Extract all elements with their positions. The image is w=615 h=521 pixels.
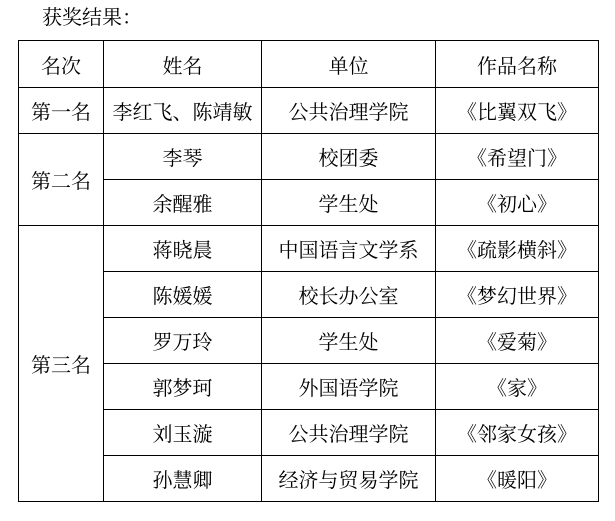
work-cell: 《比翼双飞》 [436, 88, 599, 134]
page-heading: 获奖结果： [42, 5, 142, 29]
work-cell: 《家》 [436, 364, 599, 410]
unit-cell: 公共治理学院 [262, 88, 436, 134]
unit-cell: 中国语言文学系 [262, 226, 436, 272]
header-unit: 单位 [262, 41, 436, 88]
header-name: 姓名 [104, 41, 262, 88]
unit-cell: 学生处 [262, 180, 436, 226]
work-cell: 《疏影横斜》 [436, 226, 599, 272]
name-cell: 郭梦珂 [104, 364, 262, 410]
name-cell: 陈媛媛 [104, 272, 262, 318]
rank-cell: 第一名 [19, 88, 104, 134]
work-cell: 《邻家女孩》 [436, 410, 599, 456]
unit-cell: 经济与贸易学院 [262, 456, 436, 502]
table-row [19, 272, 599, 318]
table-header-row [19, 41, 599, 88]
unit-cell: 外国语学院 [262, 364, 436, 410]
rank-cell: 第三名 [19, 226, 104, 502]
name-cell: 余醒雅 [104, 180, 262, 226]
header-rank: 名次 [19, 41, 104, 88]
table-row [19, 456, 599, 502]
unit-cell: 校长办公室 [262, 272, 436, 318]
name-cell: 蒋晓晨 [104, 226, 262, 272]
rank-cell: 第二名 [19, 134, 104, 226]
table-row [19, 180, 599, 226]
table-row [19, 410, 599, 456]
table-row [19, 134, 599, 180]
unit-cell: 公共治理学院 [262, 410, 436, 456]
table-row [19, 226, 599, 272]
header-work: 作品名称 [436, 41, 599, 88]
table-row [19, 364, 599, 410]
work-cell: 《初心》 [436, 180, 599, 226]
work-cell: 《希望门》 [436, 134, 599, 180]
award-results-table [18, 40, 599, 502]
unit-cell: 学生处 [262, 318, 436, 364]
name-cell: 李琴 [104, 134, 262, 180]
name-cell: 罗万玲 [104, 318, 262, 364]
work-cell: 《爱菊》 [436, 318, 599, 364]
name-cell: 李红飞、陈靖敏 [104, 88, 262, 134]
name-cell: 刘玉漩 [104, 410, 262, 456]
table-row [19, 318, 599, 364]
work-cell: 《梦幻世界》 [436, 272, 599, 318]
work-cell: 《暖阳》 [436, 456, 599, 502]
unit-cell: 校团委 [262, 134, 436, 180]
table-row [19, 88, 599, 134]
name-cell: 孙慧卿 [104, 456, 262, 502]
